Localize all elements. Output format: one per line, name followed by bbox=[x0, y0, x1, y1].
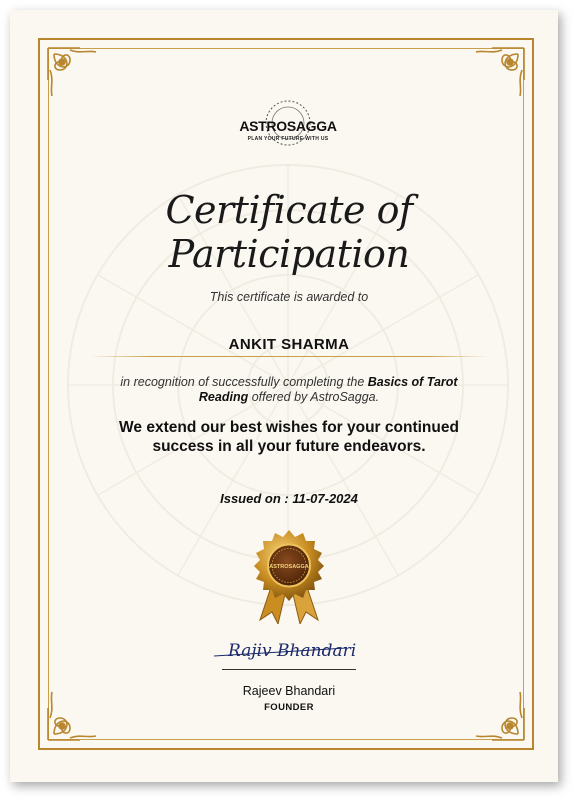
logo-tagline: PLAN YOUR FUTURE WITH US bbox=[247, 136, 329, 142]
astrosagga-logo bbox=[236, 96, 340, 158]
signatory-name: Rajeev Bhandari bbox=[242, 684, 336, 698]
signatory-role: FOUNDER bbox=[264, 702, 314, 713]
seal-label: ASTROSAGGA bbox=[269, 564, 309, 570]
gold-seal bbox=[246, 528, 332, 624]
recognition-text bbox=[100, 375, 478, 405]
signature-line bbox=[222, 669, 356, 670]
award-seal-icon bbox=[246, 528, 332, 624]
corner-ornament-top-right bbox=[462, 40, 532, 110]
course-name: Basics of Tarot Reading bbox=[198, 375, 458, 404]
wishes-text: We extend our best wishes for your continued success in all your future endeavors. bbox=[119, 419, 459, 455]
signature-text: Rajiv Bhandari bbox=[228, 641, 357, 661]
name-underline bbox=[90, 356, 488, 357]
awarded-line: This certificate is awarded to bbox=[209, 290, 369, 304]
issue-date: Issued on : 11-07-2024 bbox=[220, 491, 358, 506]
corner-ornament-top-left bbox=[40, 40, 110, 110]
recognition-suffix: offered by AstroSagga. bbox=[248, 390, 380, 404]
logo-name: ASTROSAGGA bbox=[239, 118, 337, 134]
recipient-name: ANKIT SHARMA bbox=[228, 336, 350, 353]
certificate-title: Certificate of Participation bbox=[165, 188, 413, 276]
recognition-prefix: in recognition of successfully completing the bbox=[120, 375, 368, 389]
